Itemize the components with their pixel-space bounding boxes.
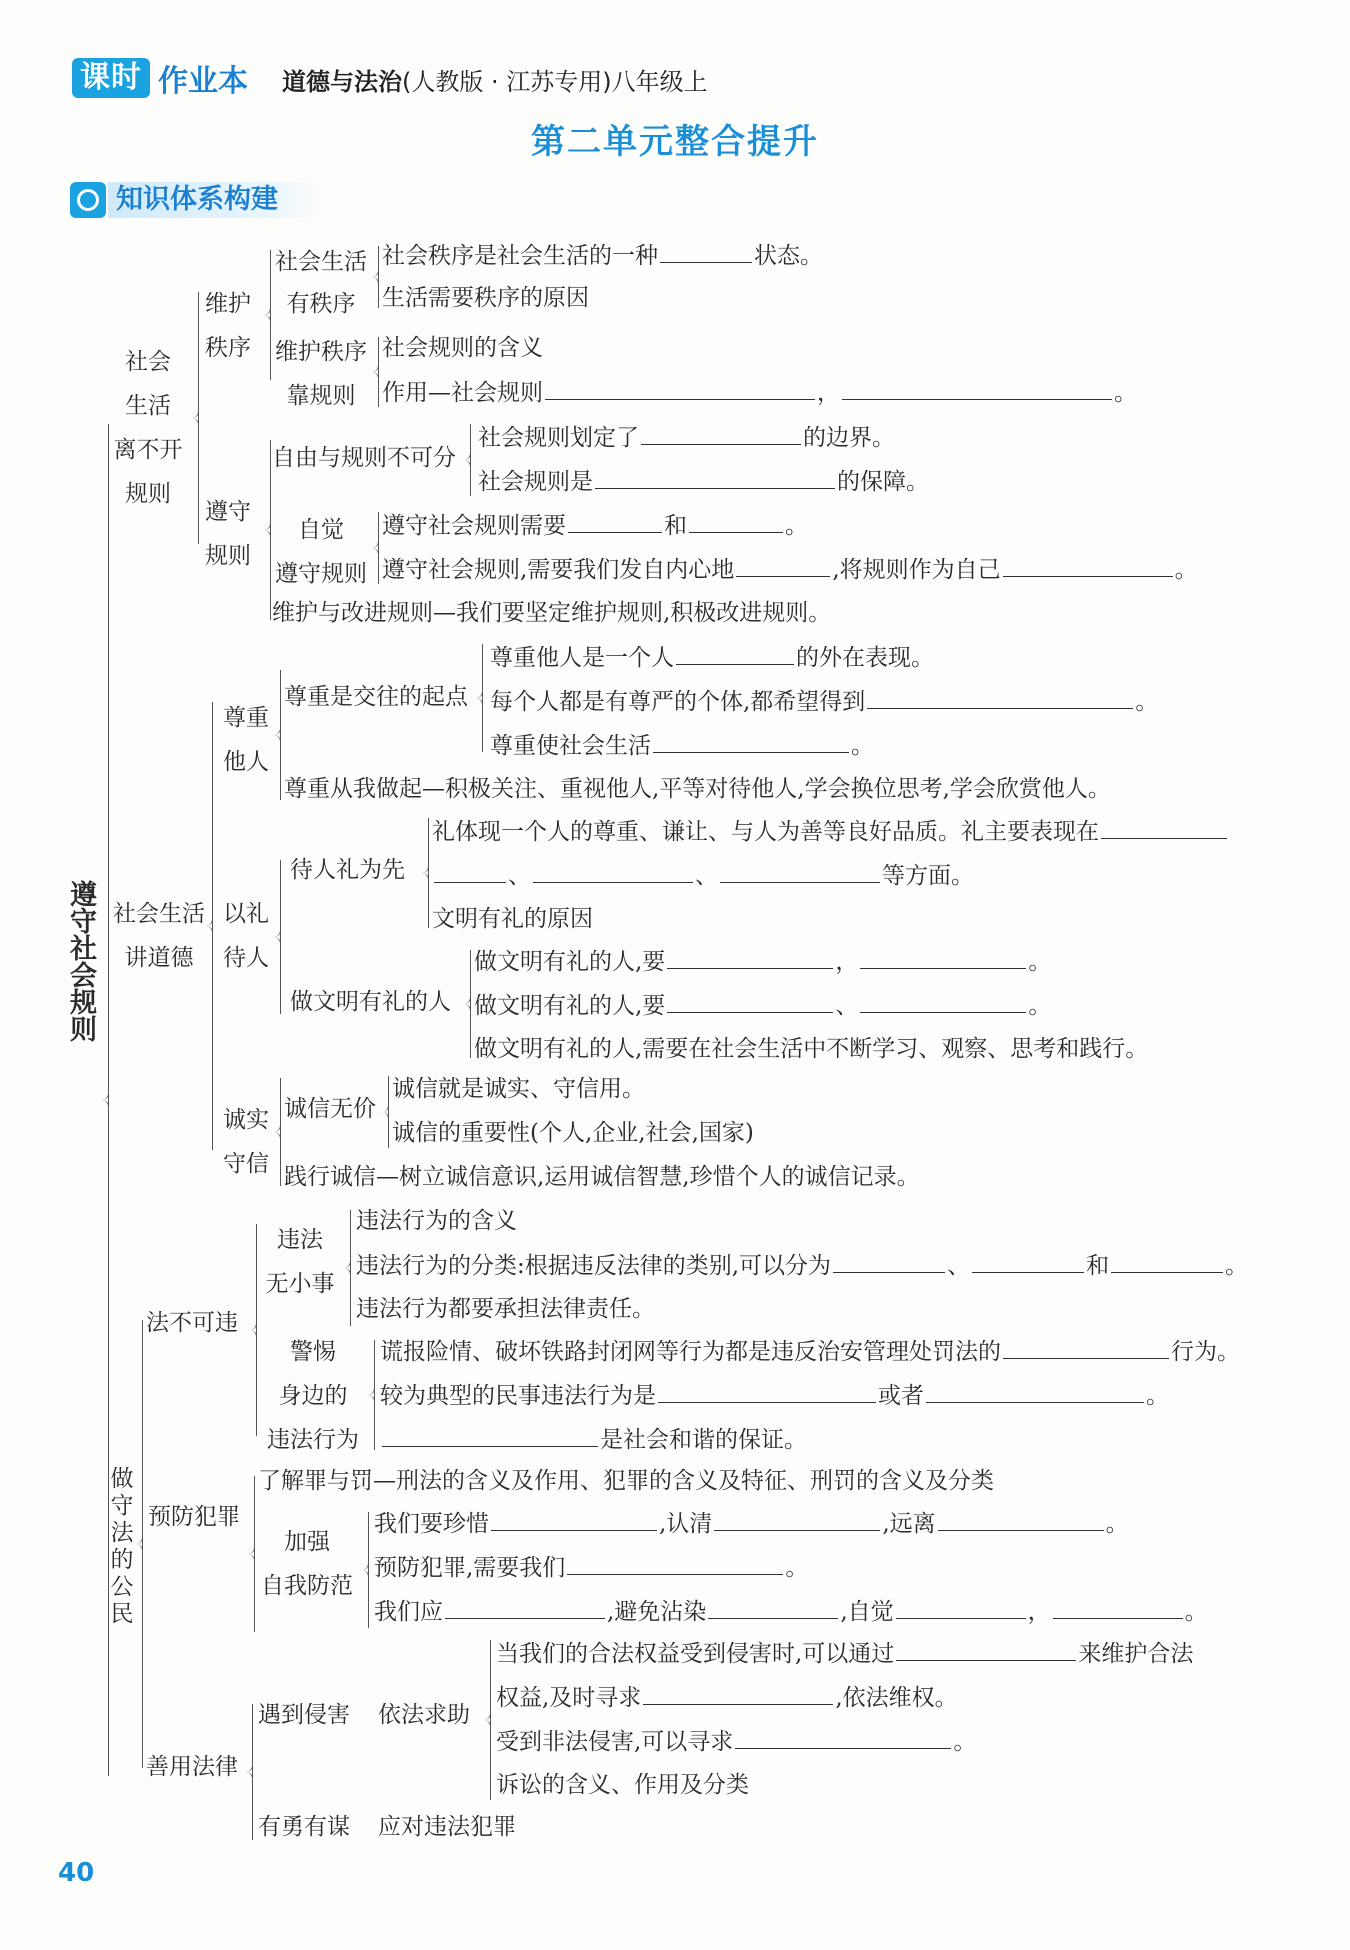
wenming-node: 做文明有礼的人 <box>290 989 451 1015</box>
branch2-title: 社会生活 讲道德 <box>113 901 205 971</box>
wujia-item-2: 诚信的重要性(个人,企业,社会,国家) <box>392 1120 754 1146</box>
qidian-item-3: 尊重使社会生活 。 <box>490 730 874 761</box>
jiaqiang-item-1: 我们要珍惜 ,认清 ,远离 。 <box>374 1508 1129 1539</box>
weifa-item-3: 违法行为都要承担法律责任。 <box>356 1296 655 1322</box>
zijue-brace <box>378 512 379 584</box>
jianxing-item: 践行诚信—树立诚信意识,运用诚信智慧,珍惜个人的诚信记录。 <box>284 1164 920 1190</box>
jingti-brace <box>374 1340 375 1450</box>
branch2-brace <box>212 702 213 1150</box>
kao-item-1: 社会规则的含义 <box>382 335 543 361</box>
kao-item-2: 作用—社会规则 ， 。 <box>382 377 1137 408</box>
ziyou-item-2: 社会规则是 的保障。 <box>478 466 929 497</box>
wujia-node: 诚信无价 <box>284 1096 376 1122</box>
shenghuo-item-1: 社会秩序是社会生活的一种 状态。 <box>382 240 823 271</box>
qidian-brace <box>482 644 483 752</box>
jingti-item-1: 谎报险情、破坏铁路封闭网等行为都是违反治安管理处罚法的 行为。 <box>380 1336 1240 1367</box>
qiuzhu-item-3: 受到非法侵害,可以寻求 。 <box>496 1726 976 1757</box>
yingdui-node: 应对违法犯罪 <box>378 1814 516 1840</box>
zijue-item-1: 遵守社会规则需要 和 。 <box>382 510 808 541</box>
edition-info: (人教版 · 江苏专用)八年级上 <box>402 68 708 96</box>
xian-item-3: 文明有礼的原因 <box>432 906 593 932</box>
jiaqiang-node: 加强 自我防范 <box>261 1529 353 1599</box>
qidian-node: 尊重是交往的起点 <box>284 684 468 710</box>
ziyou-brace <box>470 424 471 496</box>
subject-line <box>282 62 708 97</box>
yili-node: 以礼 待人 <box>223 901 269 971</box>
yufang-node: 预防犯罪 <box>148 1504 240 1530</box>
wenming-item-3: 做文明有礼的人,需要在社会生活中不断学习、观察、思考和践行。 <box>474 1036 1149 1062</box>
weifa-brace <box>350 1210 351 1326</box>
subject-name: 道德与法治 <box>282 68 402 96</box>
weifa-node: 违法 无小事 <box>265 1227 335 1297</box>
shanyong-node: 善用法律 <box>146 1754 238 1780</box>
root-title: 遵守社会规则 <box>65 880 96 1042</box>
branch1-title: 社会 生活 离不开 规则 <box>113 349 183 507</box>
shenghuo-brace <box>378 246 379 308</box>
wenming-item-2: 做文明有礼的人,要 、 。 <box>474 990 1051 1021</box>
ziyou-item-1: 社会规则划定了 的边界。 <box>478 422 895 453</box>
jingti-item-3: 是社会和谐的保证。 <box>380 1424 807 1455</box>
liaojie-item: 了解罪与罚—刑法的含义及作用、犯罪的含义及特征、刑罚的含义及分类 <box>258 1468 994 1494</box>
chengxin-brace <box>280 1078 281 1186</box>
xian-node: 待人礼为先 <box>290 857 405 883</box>
ziyou-node: 自由与规则不可分 <box>272 445 456 471</box>
xian-brace <box>428 818 429 928</box>
section-heading <box>70 180 318 220</box>
qiuzhu-node: 依法求助 <box>378 1702 470 1728</box>
zijue-node: 自觉 遵守规则 <box>275 517 367 587</box>
youyong-node: 有勇有谋 <box>258 1814 350 1840</box>
yili-brace <box>280 860 281 1014</box>
chengxin-node: 诚实 守信 <box>223 1107 269 1177</box>
weifa-item-2: 违法行为的分类:根据违反法律的类别,可以分为 、 和 。 <box>356 1250 1248 1281</box>
jiaqiang-item-3: 我们应 ,避免沾染 ,自觉 ， 。 <box>374 1596 1208 1627</box>
section-title: 知识体系构建 <box>108 182 318 218</box>
bukewei-node: 法不可违 <box>146 1310 238 1336</box>
shenghuo-item-2: 生活需要秩序的原因 <box>382 285 589 311</box>
logo-text: 作业本 <box>158 64 248 99</box>
wujia-brace <box>388 1076 389 1148</box>
kao-brace <box>378 337 379 407</box>
root-node <box>64 880 96 1050</box>
qiuzhu-brace <box>490 1640 491 1800</box>
logo-badge: 课时 <box>72 58 150 98</box>
zijue-item-2: 遵守社会规则,需要我们发自内心地 ,将规则作为自己 。 <box>382 554 1198 585</box>
xian-item-1: 礼体现一个人的尊重、谦让、与人为善等良好品质。礼主要表现在 <box>432 816 1229 847</box>
gear-book-icon <box>70 182 106 218</box>
qidian-item-1: 尊重他人是一个人 的外在表现。 <box>490 642 934 673</box>
shenghuo-node: 社会生活 有秩序 <box>275 249 367 317</box>
weifa-item-1: 违法行为的含义 <box>356 1208 517 1234</box>
gaijin-item: 维护与改进规则—我们要坚定维护规则,积极改进规则。 <box>272 600 832 626</box>
shanyong-brace <box>252 1704 253 1840</box>
jiaqiang-brace <box>368 1512 369 1628</box>
jiaqiang-item-2: 预防犯罪,需要我们 。 <box>374 1552 808 1583</box>
qinhai-node: 遇到侵害 <box>258 1702 350 1728</box>
page-number: 40 <box>58 1858 95 1888</box>
zunzhong-node: 尊重 他人 <box>223 705 269 775</box>
bukewei-brace <box>256 1224 257 1436</box>
wenming-item-1: 做文明有礼的人,要 ， 。 <box>474 946 1051 977</box>
qiuzhu-item-2: 权益,及时寻求 ,依法维权。 <box>496 1682 958 1713</box>
jingti-node: 警惕 身边的 违法行为 <box>267 1339 359 1453</box>
wujia-item-1: 诚信就是诚实、守信用。 <box>392 1076 645 1102</box>
qiuzhu-item-4: 诉讼的含义、作用及分类 <box>496 1772 749 1798</box>
branch3-brace <box>142 1320 143 1768</box>
xian-item-2: 、 、 等方面。 <box>432 860 974 891</box>
kao-node: 维护秩序 靠规则 <box>275 339 367 409</box>
wenming-brace <box>470 950 471 1058</box>
brand-logo <box>72 58 248 98</box>
zuoqi-item: 尊重从我做起—积极关注、重视他人,平等对待他人,学会换位思考,学会欣赏他人。 <box>284 776 1111 802</box>
jingti-item-2: 较为典型的民事违法行为是 或者 。 <box>380 1380 1169 1411</box>
qidian-item-2: 每个人都是有尊严的个体,都希望得到 。 <box>490 686 1158 717</box>
zunzhong-brace <box>280 670 281 800</box>
branch3-title: 做 守 法 的 公 民 <box>110 1466 134 1627</box>
qiuzhu-item-1: 当我们的合法权益受到侵害时,可以通过 来维护合法 <box>496 1638 1193 1669</box>
unit-title: 第二单元整合提升 <box>531 122 819 162</box>
weihu-node: 维护 秩序 <box>205 291 251 361</box>
zunshou-node: 遵守 规则 <box>205 499 251 569</box>
